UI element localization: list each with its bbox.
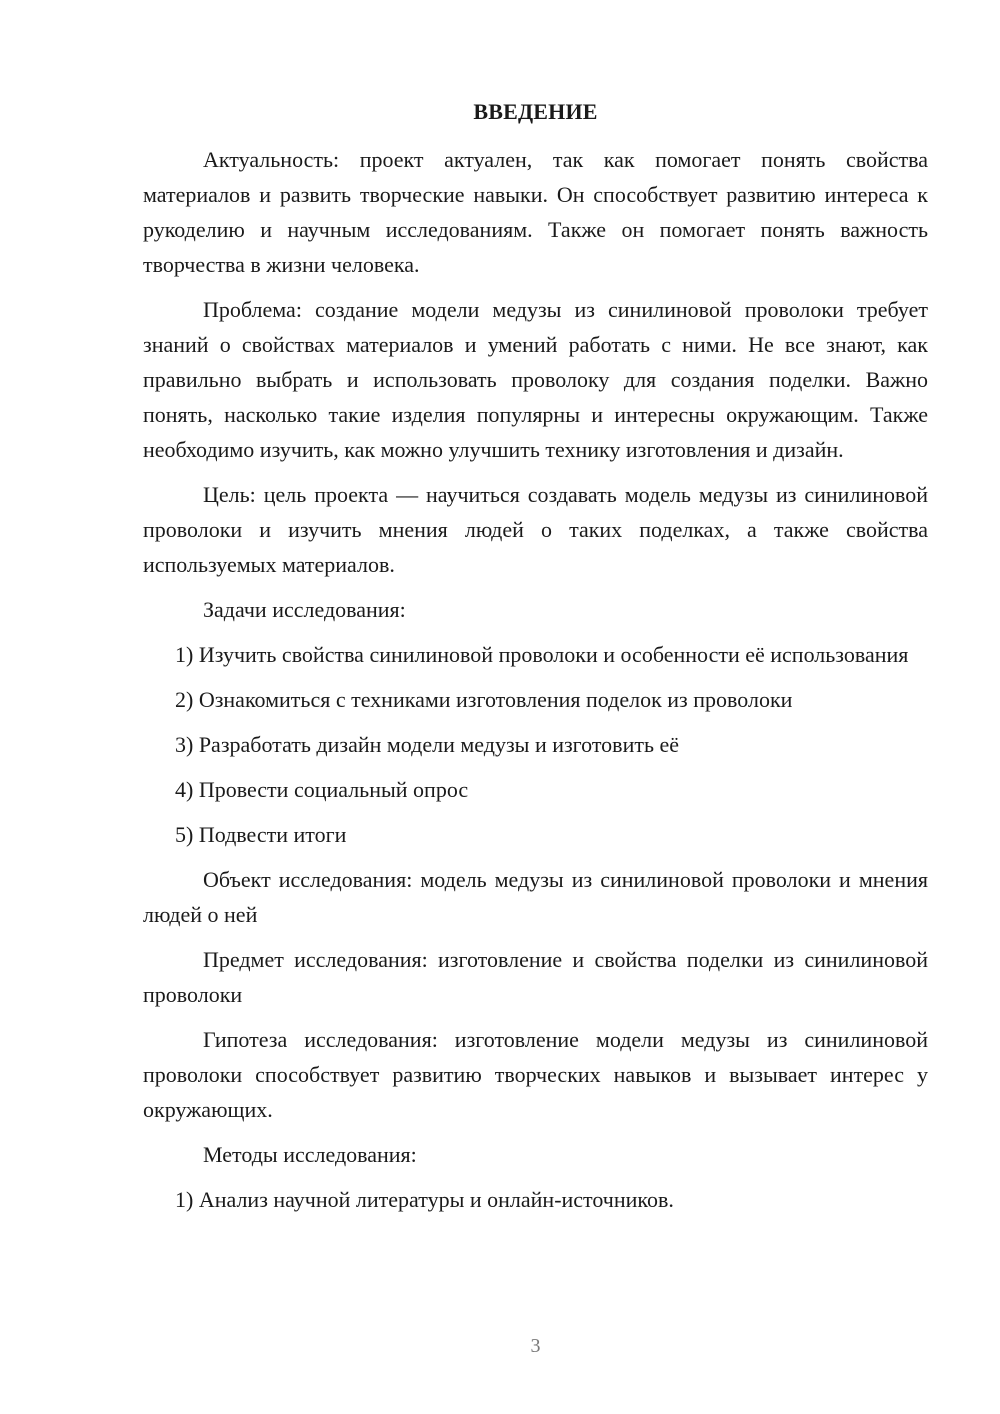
subject-paragraph: Предмет исследования: изготовление и свойства поделки из синилиновой проволоки [143, 947, 928, 1007]
page-number: 3 [530, 1335, 541, 1357]
task-item-4: 4) Провести социальный опрос [175, 777, 469, 802]
task-item-2: 2) Ознакомиться с техниками изготовления поделок из проволоки [175, 687, 793, 712]
hypothesis-paragraph: Гипотеза исследования: изготовление модели медузы из синилиновой проволоки способствует развитию творческих навыков и вызывает интерес у окружающих. [143, 1027, 928, 1122]
relevance-paragraph: Актуальность: проект актуален, так как помогает понять свойства материалов и развить творческие навыки. Он способствует развитию интереса к рукоделию и научным исследованиям. Также он помогает понять важность творчества в жизни человека. [143, 147, 928, 277]
problem-paragraph: Проблема: создание модели медузы из синилиновой проволоки требует знаний о свойствах материалов и умений работать с ними. Не все знают, как правильно выбрать и использовать проволоку для создания поделки. Важно понять, насколько такие изделия популярны и интересны окружающим. Также необходимо изучить, как можно улучшить технику изготовления и дизайн. [143, 297, 928, 462]
goal-paragraph: Цель: цель проекта — научиться создавать модель медузы из синилиновой проволоки и изучить мнения людей о таких поделках, а также свойства используемых материалов. [143, 482, 928, 577]
document-page [143, 0, 928, 1414]
task-item-1: 1) Изучить свойства синилиновой проволоки и особенности её использования [175, 642, 909, 667]
task-item-5: 5) Подвести итоги [175, 822, 347, 847]
object-paragraph: Объект исследования: модель медузы из синилиновой проволоки и мнения людей о ней [143, 867, 928, 927]
methods-title: Методы исследования: [203, 1142, 417, 1167]
section-heading: ВВЕДЕНИЕ [473, 99, 598, 124]
document-body [143, 142, 928, 1227]
method-item-1: 1) Анализ научной литературы и онлайн-источников. [175, 1187, 674, 1212]
tasks-title: Задачи исследования: [203, 597, 406, 622]
task-item-3: 3) Разработать дизайн модели медузы и изготовить её [175, 732, 680, 757]
